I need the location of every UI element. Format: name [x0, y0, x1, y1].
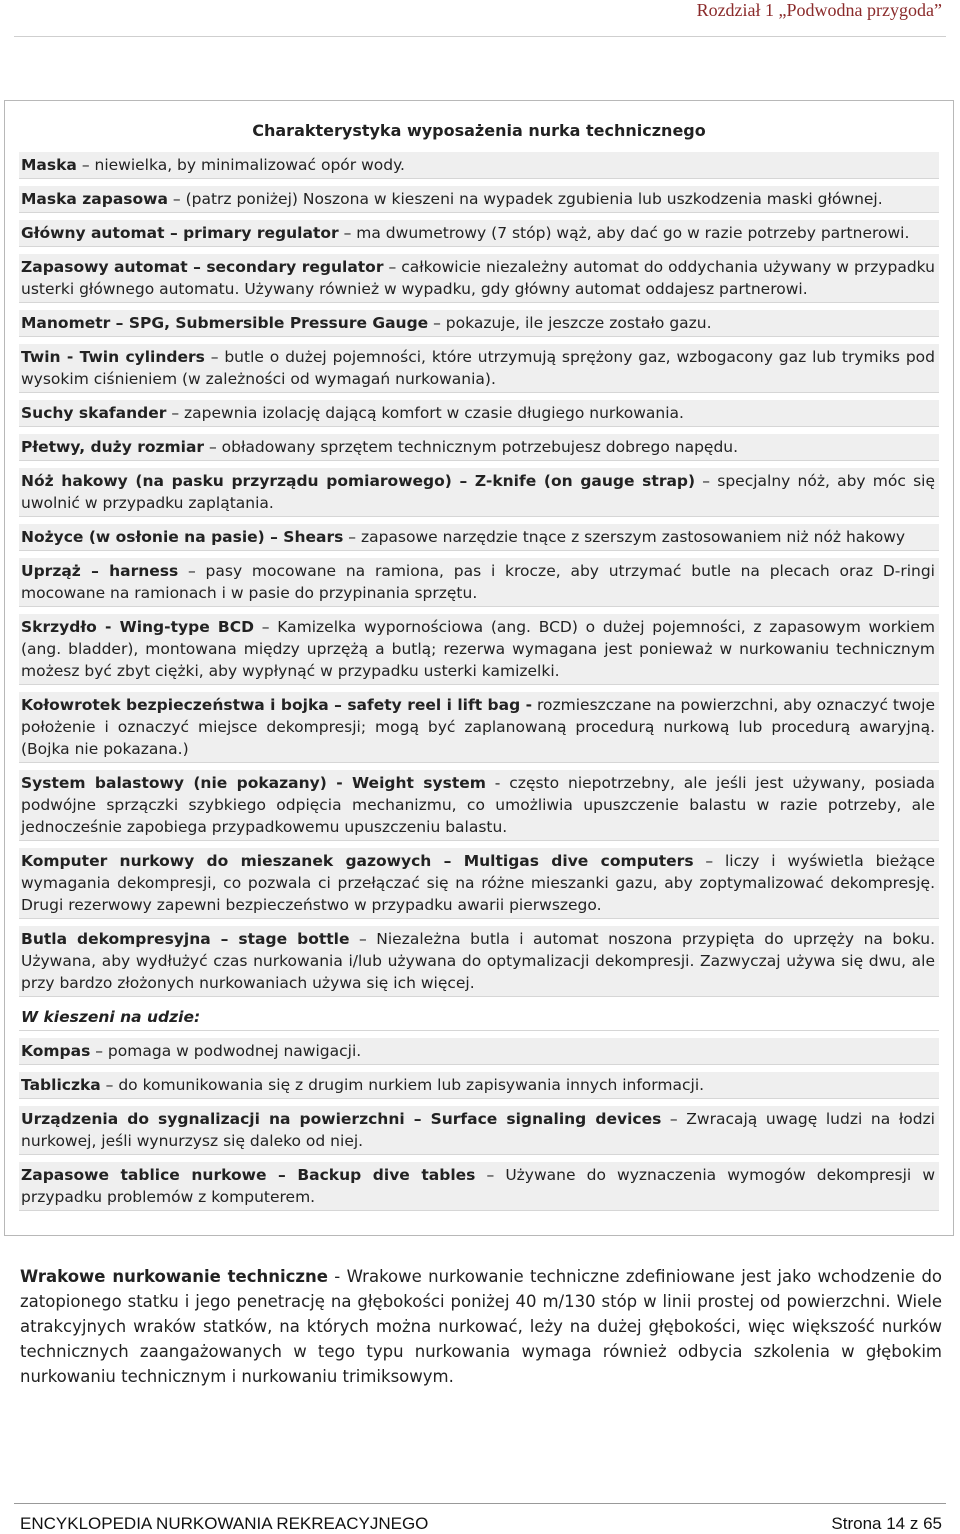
entry-term: Skrzydło - Wing-type BCD: [21, 618, 254, 636]
entry-nozyce: [19, 524, 939, 551]
entry-maska: [19, 152, 939, 179]
entry-glowny-automat: [19, 220, 939, 247]
entry-suchy-skafander: [19, 400, 939, 427]
footer-page-number: Strona 14 z 65: [831, 1514, 942, 1533]
entry-manometr: [19, 310, 939, 337]
entry-term: Butla dekompresyjna – stage bottle: [21, 930, 350, 948]
entry-text: – ma dwumetrowy (7 stóp) wąż, aby dać go w razie potrzeby partnerowi.: [338, 224, 910, 242]
entry-text: – butle o dużej pojemności, które utrzymują sprężony gaz, wzbogacony gaz lub trymiks pod wysokim ciśnieniem (w zależności od wymagań nurkowania).: [21, 348, 935, 388]
entry-text: – pasy mocowane na ramiona, pas i krocze, aby utrzymać butle na plecach oraz D-ringi mocowane na ramionach i w pasie do przypinania sprzętu.: [21, 562, 935, 602]
entry-maska-zapasowa: [19, 186, 939, 213]
entry-text: – (patrz poniżej) Noszona w kieszeni na wypadek zgubienia lub uszkodzenia maski głównej.: [167, 190, 883, 208]
entry-term: Twin - Twin cylinders: [21, 348, 205, 366]
entry-text: – pokazuje, ile jeszcze zostało gazu.: [428, 314, 712, 332]
header-divider: [14, 36, 946, 37]
entry-uprzaz: [19, 558, 939, 607]
entry-zapasowe-tablice: [19, 1162, 939, 1211]
entry-text: – zapasowe narzędzie tnące z szerszym zastosowaniem niż nóż hakowy: [343, 528, 906, 546]
entry-text: – niewielka, by minimalizować opór wody.: [76, 156, 405, 174]
entry-text: – całkowicie niezależny automat do oddychania używany w przypadku usterki głównego automatu. Używany również w wypadku, gdy główny automat oddajesz partnerowi.: [21, 258, 935, 298]
entry-twin: [19, 344, 939, 393]
paragraph-text: - Wrakowe nurkowanie techniczne zdefiniowane jest jako wchodzenie do zatopionego statku i jego penetrację na głębokości poniżej 40 m/130 stóp w linii prostej od powierzchni. Wiele atrakcyjnych wraków statków, na których można nurkować, leży na dużej głębokości, więc większość nurków technicznych zaangażowanych w tego typu nurkowania wymaga również odbycia szkolenia w głębokim nurkowaniu technicznym i nurkowaniu trimiksowym.: [20, 1267, 943, 1386]
footer-publication-title: ENCYKLOPEDIA NURKOWANIA REKREACYJNEGO: [20, 1514, 429, 1533]
running-head-title: Rozdział 1 „Podwodna przygoda”: [696, 0, 942, 20]
box-title: Charakterystyka wyposażenia nurka technicznego: [252, 121, 706, 140]
entry-text: – Niezależna butla i automat noszona przypięta do uprzęży na boku. Używana, aby wydłużyć czas nurkowania i/lub używana do optymalizacji dekompresji. Zazwyczaj używa się dwu, ale przy bardzo złożonych nurkowaniach używa się ich więcej.: [21, 930, 935, 992]
entry-term: Suchy skafander: [21, 404, 167, 422]
entry-text: – specjalny nóż, aby móc się uwolnić w przypadku zaplątania.: [21, 472, 935, 512]
entry-term: Uprząż – harness: [21, 562, 179, 580]
entry-text: – liczy i wyświetla bieżące wymagania dekompresji, co pozwala ci przełączać się na różne mieszanki gazu, aby zoptymalizować dekompresję. Drugi rezerwowy zapewni bezpieczeństwo w przypadku awarii pierwszego.: [21, 852, 935, 914]
entry-system-balastowy: [19, 770, 939, 841]
entry-text: – Zwracają uwagę ludzi na łodzi nurkowej, jeśli wynurzysz się daleko od niej.: [21, 1110, 935, 1150]
entry-term: Zapasowe tablice nurkowe – Backup dive tables: [21, 1166, 476, 1184]
entry-komputer-nurkowy: [19, 848, 939, 919]
entry-zapasowy-automat: [19, 254, 939, 303]
entry-term: Kompas: [21, 1042, 91, 1060]
entry-text: – Używane do wyznaczenia wymogów dekompresji w przypadku problemów z komputerem.: [21, 1166, 935, 1206]
entry-text: – Kamizelka wypornościowa (ang. BCD) o dużej pojemności, z zapasowym workiem (ang. bladder), montowana między uprzężą a butlą; rezerwa wymagana jest ponieważ w nurkowaniu technicznym możesz być zbyt ciężki, aby wypłynąć w przypadku usterki kamizelki.: [21, 618, 935, 680]
entry-kompas: [19, 1038, 939, 1065]
entry-kolowrotek: [19, 692, 939, 763]
entry-text: - często niepotrzebny, ale jeśli jest używany, posiada podwójne sprzączki szybkiego odpięcia mechanizmu, co umożliwia upuszczenie balastu w razie potrzeby, ale jednocześnie zapobiega przypadkowemu upuszczeniu balastu.: [21, 774, 935, 836]
entry-tabliczka: [19, 1072, 939, 1099]
entry-urzadzenia-sygnalizacji: [19, 1106, 939, 1155]
entry-term: Maska: [21, 156, 77, 174]
entry-term: Maska zapasowa: [21, 190, 168, 208]
entry-skrzydlo: [19, 614, 939, 685]
entry-term: Główny automat – primary regulator: [21, 224, 339, 242]
paragraph-term: Wrakowe nurkowanie techniczne: [20, 1267, 328, 1286]
entry-term: Płetwy, duży rozmiar: [21, 438, 205, 456]
pocket-heading: W kieszeni na udzie:: [19, 1004, 939, 1031]
entry-term: Zapasowy automat – secondary regulator: [21, 258, 384, 276]
entry-pletwy: [19, 434, 939, 461]
entry-term: Urządzenia do sygnalizacji na powierzchni – Surface signaling devices: [21, 1110, 662, 1128]
entry-term: Komputer nurkowy do mieszanek gazowych – Multigas dive computers: [21, 852, 694, 870]
entry-term: Kołowrotek bezpieczeństwa i bojka – safety reel i lift bag -: [21, 696, 533, 714]
entry-term: Manometr – SPG, Submersible Pressure Gauge: [21, 314, 429, 332]
entry-noz-hakowy: [19, 468, 939, 517]
entry-term: Nóż hakowy (na pasku przyrządu pomiarowego) – Z-knife (on gauge strap): [21, 472, 696, 490]
entry-text: – do komunikowania się z drugim nurkiem lub zapisywania innych informacji.: [100, 1076, 705, 1094]
entry-term: System balastowy (nie pokazany) - Weight system: [21, 774, 486, 792]
entry-text: – zapewnia izolację dającą komfort w czasie długiego nurkowania.: [166, 404, 684, 422]
entry-term: Nożyce (w osłonie na pasie) – Shears: [21, 528, 344, 546]
entry-text: – pomaga w podwodnej nawigacji.: [90, 1042, 362, 1060]
entry-term: Tabliczka: [21, 1076, 101, 1094]
entry-butla-dekompresyjna: [19, 926, 939, 997]
entry-text: – obładowany sprzętem technicznym potrzebujesz dobrego napędu.: [204, 438, 739, 456]
equipment-box: [4, 100, 954, 1236]
wreck-diving-paragraph: [20, 1264, 942, 1389]
entry-text: rozmieszczane na powierzchni, aby oznaczyć twoje położenie i oznaczyć miejsce dekompresji; mogą być zaplanowaną procedurą nurkową lub procedurą awaryjną. (Bojka nie pokazana.): [21, 696, 936, 758]
footer-divider: [14, 1503, 946, 1504]
